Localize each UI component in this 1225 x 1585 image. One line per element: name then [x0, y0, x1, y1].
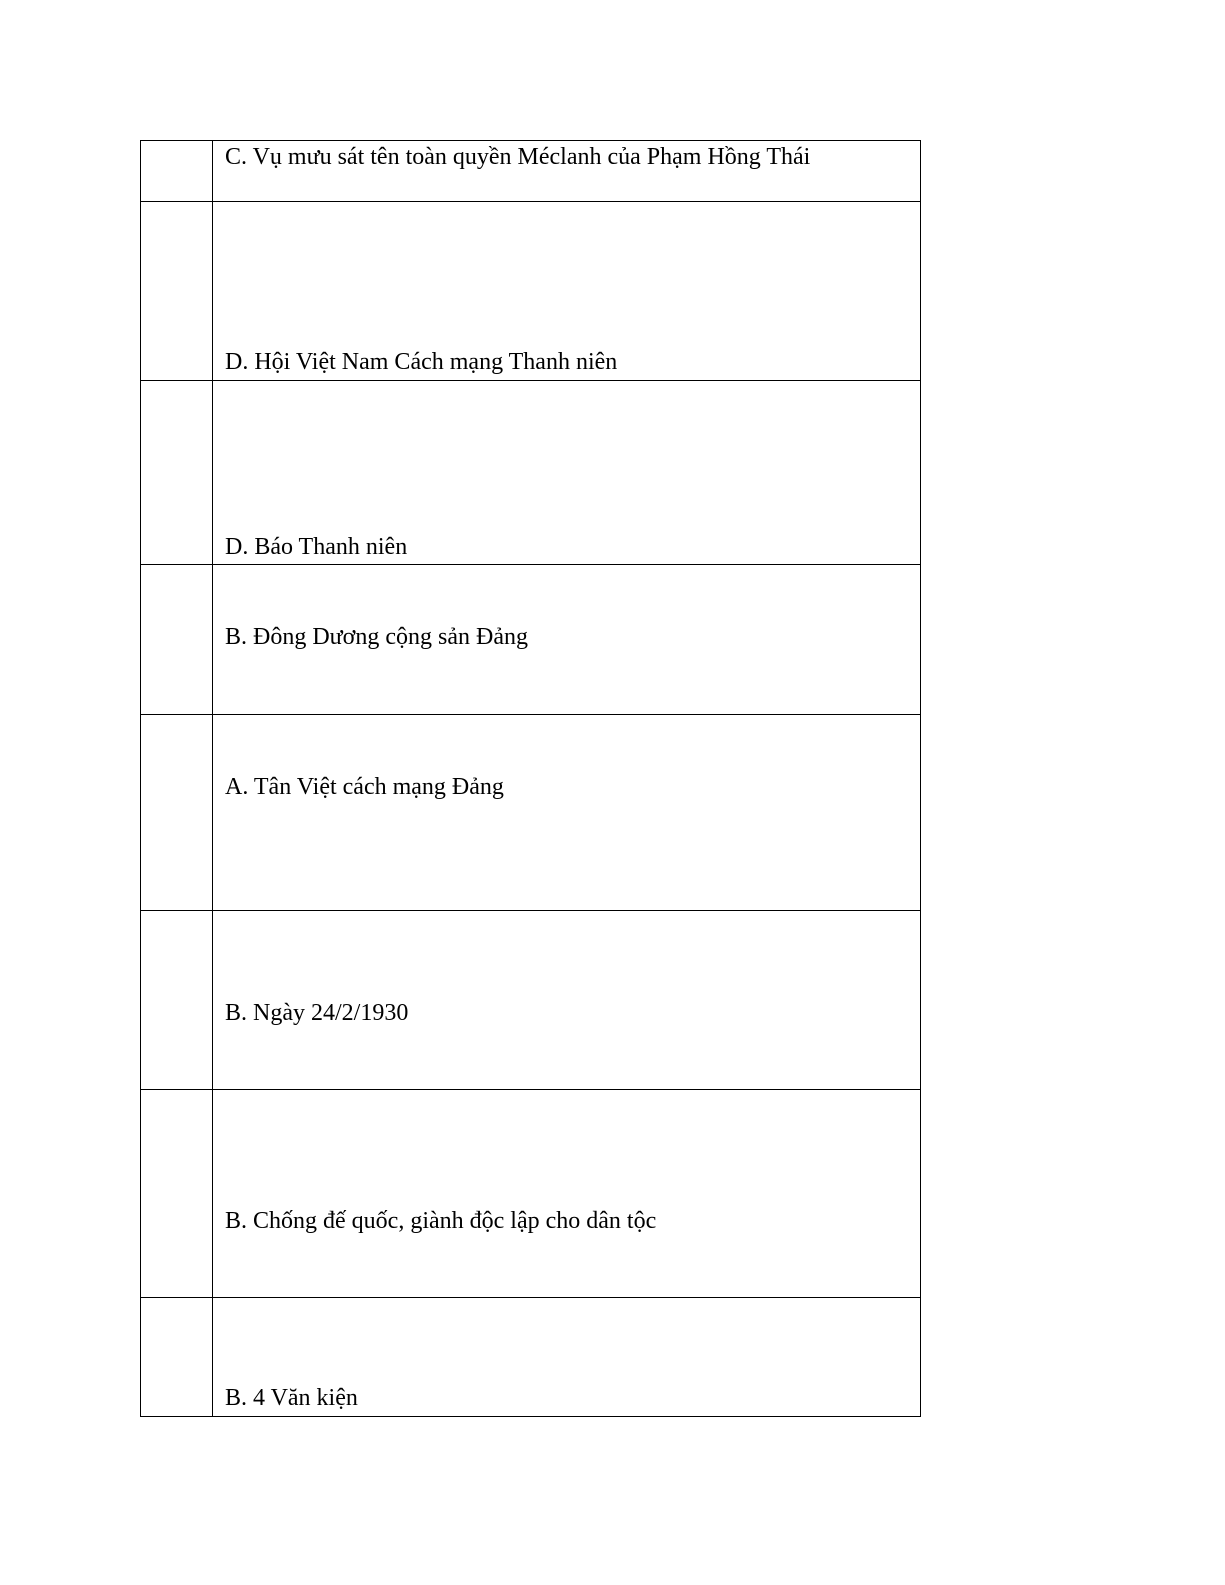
answer-cell [213, 381, 921, 565]
question-number-cell [141, 715, 213, 911]
answer-cell [213, 715, 921, 911]
answer-cell [213, 1298, 921, 1417]
question-number-cell [141, 202, 213, 381]
table-row [141, 1298, 921, 1417]
answer-text: B. Đông Dương cộng sản Đảng [225, 624, 528, 650]
answer-text: D. Hội Việt Nam Cách mạng Thanh niên [225, 349, 618, 375]
table-row [141, 565, 921, 715]
answer-cell [213, 141, 921, 202]
answer-cell [213, 911, 921, 1090]
table-row [141, 715, 921, 911]
answer-table [140, 140, 921, 1417]
question-number-cell [141, 1298, 213, 1417]
answer-text: D. Báo Thanh niên [225, 534, 408, 560]
table-row [141, 202, 921, 381]
answer-text: B. 4 Văn kiện [225, 1385, 358, 1411]
question-number-cell [141, 565, 213, 715]
table-row [141, 141, 921, 202]
answer-cell [213, 1090, 921, 1298]
answer-text: C. Vụ mưu sát tên toàn quyền Méclanh của Phạm Hồng Thái [225, 144, 811, 170]
question-number-cell [141, 1090, 213, 1298]
answer-cell [213, 202, 921, 381]
answer-text: B. Chống đế quốc, giành độc lập cho dân tộc [225, 1208, 657, 1234]
answer-cell [213, 565, 921, 715]
table-row [141, 381, 921, 565]
question-number-cell [141, 141, 213, 202]
question-number-cell [141, 911, 213, 1090]
question-number-cell [141, 381, 213, 565]
table-row [141, 1090, 921, 1298]
answer-text: A. Tân Việt cách mạng Đảng [225, 774, 504, 800]
answer-text: B. Ngày 24/2/1930 [225, 1000, 409, 1026]
table-row [141, 911, 921, 1090]
